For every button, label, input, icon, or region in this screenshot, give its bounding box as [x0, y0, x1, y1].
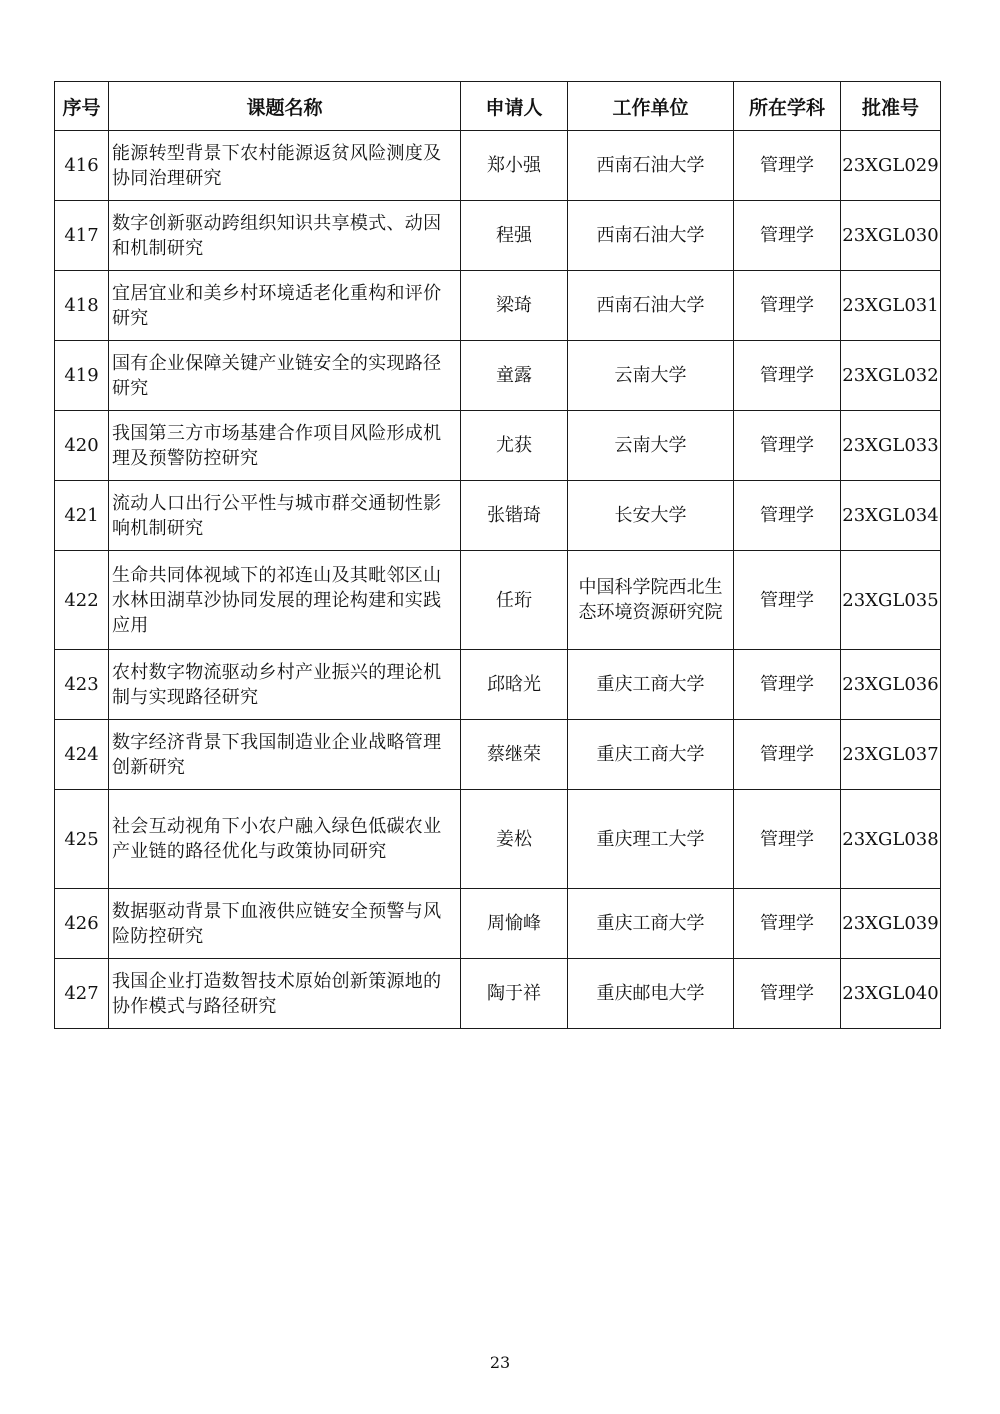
cell-title: 数据驱动背景下血液供应链安全预警与风险防控研究 — [109, 889, 461, 959]
table-row — [55, 271, 941, 341]
table-row — [55, 201, 941, 271]
cell-approval: 23XGL029 — [841, 131, 941, 201]
cell-approval: 23XGL035 — [841, 551, 941, 650]
cell-discipline: 管理学 — [734, 959, 841, 1029]
cell-index: 424 — [55, 720, 109, 790]
cell-applicant: 尤获 — [461, 411, 568, 481]
cell-applicant: 陶于祥 — [461, 959, 568, 1029]
page-number: 23 — [489, 1353, 511, 1372]
cell-unit: 长安大学 — [568, 481, 734, 551]
cell-applicant: 任珩 — [461, 551, 568, 650]
cell-unit: 云南大学 — [568, 411, 734, 481]
cell-discipline: 管理学 — [734, 650, 841, 720]
table-row — [55, 650, 941, 720]
cell-title: 流动人口出行公平性与城市群交通韧性影响机制研究 — [109, 481, 461, 551]
cell-title: 能源转型背景下农村能源返贫风险测度及协同治理研究 — [109, 131, 461, 201]
cell-approval: 23XGL031 — [841, 271, 941, 341]
cell-title: 数字创新驱动跨组织知识共享模式、动因和机制研究 — [109, 201, 461, 271]
cell-title: 国有企业保障关键产业链安全的实现路径研究 — [109, 341, 461, 411]
table-row — [55, 481, 941, 551]
cell-approval: 23XGL033 — [841, 411, 941, 481]
table-row — [55, 959, 941, 1029]
header-index: 序号 — [55, 82, 109, 131]
cell-unit: 重庆理工大学 — [568, 790, 734, 889]
cell-unit: 西南石油大学 — [568, 131, 734, 201]
cell-index: 420 — [55, 411, 109, 481]
cell-index: 427 — [55, 959, 109, 1029]
table-row — [55, 341, 941, 411]
table-row — [55, 131, 941, 201]
cell-approval: 23XGL039 — [841, 889, 941, 959]
cell-approval: 23XGL037 — [841, 720, 941, 790]
cell-approval: 23XGL030 — [841, 201, 941, 271]
table-row — [55, 720, 941, 790]
cell-applicant: 郑小强 — [461, 131, 568, 201]
cell-approval: 23XGL034 — [841, 481, 941, 551]
table-row — [55, 551, 941, 650]
cell-applicant: 童露 — [461, 341, 568, 411]
cell-approval: 23XGL038 — [841, 790, 941, 889]
cell-unit: 重庆工商大学 — [568, 889, 734, 959]
table-row — [55, 790, 941, 889]
header-title: 课题名称 — [109, 82, 461, 131]
cell-title: 农村数字物流驱动乡村产业振兴的理论机制与实现路径研究 — [109, 650, 461, 720]
cell-title: 我国企业打造数智技术原始创新策源地的协作模式与路径研究 — [109, 959, 461, 1029]
cell-applicant: 邱晗光 — [461, 650, 568, 720]
cell-discipline: 管理学 — [734, 551, 841, 650]
table-row — [55, 889, 941, 959]
cell-index: 426 — [55, 889, 109, 959]
table-row — [55, 411, 941, 481]
cell-index: 417 — [55, 201, 109, 271]
header-discipline: 所在学科 — [734, 82, 841, 131]
cell-unit: 重庆邮电大学 — [568, 959, 734, 1029]
cell-index: 421 — [55, 481, 109, 551]
cell-index: 416 — [55, 131, 109, 201]
cell-applicant: 梁琦 — [461, 271, 568, 341]
project-table — [54, 81, 941, 1029]
cell-discipline: 管理学 — [734, 411, 841, 481]
cell-discipline: 管理学 — [734, 481, 841, 551]
cell-unit: 云南大学 — [568, 341, 734, 411]
cell-approval: 23XGL036 — [841, 650, 941, 720]
cell-index: 423 — [55, 650, 109, 720]
cell-discipline: 管理学 — [734, 889, 841, 959]
cell-unit: 中国科学院西北生态环境资源研究院 — [568, 551, 734, 650]
cell-discipline: 管理学 — [734, 790, 841, 889]
cell-applicant: 程强 — [461, 201, 568, 271]
cell-title: 数字经济背景下我国制造业企业战略管理创新研究 — [109, 720, 461, 790]
cell-discipline: 管理学 — [734, 271, 841, 341]
cell-applicant: 周愉峰 — [461, 889, 568, 959]
cell-index: 419 — [55, 341, 109, 411]
cell-title: 生命共同体视域下的祁连山及其毗邻区山水林田湖草沙协同发展的理论构建和实践应用 — [109, 551, 461, 650]
cell-unit: 重庆工商大学 — [568, 650, 734, 720]
cell-unit: 西南石油大学 — [568, 201, 734, 271]
header-approval: 批准号 — [841, 82, 941, 131]
cell-applicant: 姜松 — [461, 790, 568, 889]
cell-index: 422 — [55, 551, 109, 650]
cell-title: 社会互动视角下小农户融入绿色低碳农业产业链的路径优化与政策协同研究 — [109, 790, 461, 889]
cell-applicant: 蔡继荣 — [461, 720, 568, 790]
cell-unit: 西南石油大学 — [568, 271, 734, 341]
cell-approval: 23XGL032 — [841, 341, 941, 411]
cell-index: 418 — [55, 271, 109, 341]
cell-approval: 23XGL040 — [841, 959, 941, 1029]
cell-applicant: 张锴琦 — [461, 481, 568, 551]
cell-index: 425 — [55, 790, 109, 889]
cell-title: 我国第三方市场基建合作项目风险形成机理及预警防控研究 — [109, 411, 461, 481]
cell-unit: 重庆工商大学 — [568, 720, 734, 790]
cell-discipline: 管理学 — [734, 341, 841, 411]
cell-discipline: 管理学 — [734, 720, 841, 790]
cell-title: 宜居宜业和美乡村环境适老化重构和评价研究 — [109, 271, 461, 341]
table-header-row — [55, 82, 941, 131]
header-unit: 工作单位 — [568, 82, 734, 131]
cell-discipline: 管理学 — [734, 131, 841, 201]
header-applicant: 申请人 — [461, 82, 568, 131]
cell-discipline: 管理学 — [734, 201, 841, 271]
